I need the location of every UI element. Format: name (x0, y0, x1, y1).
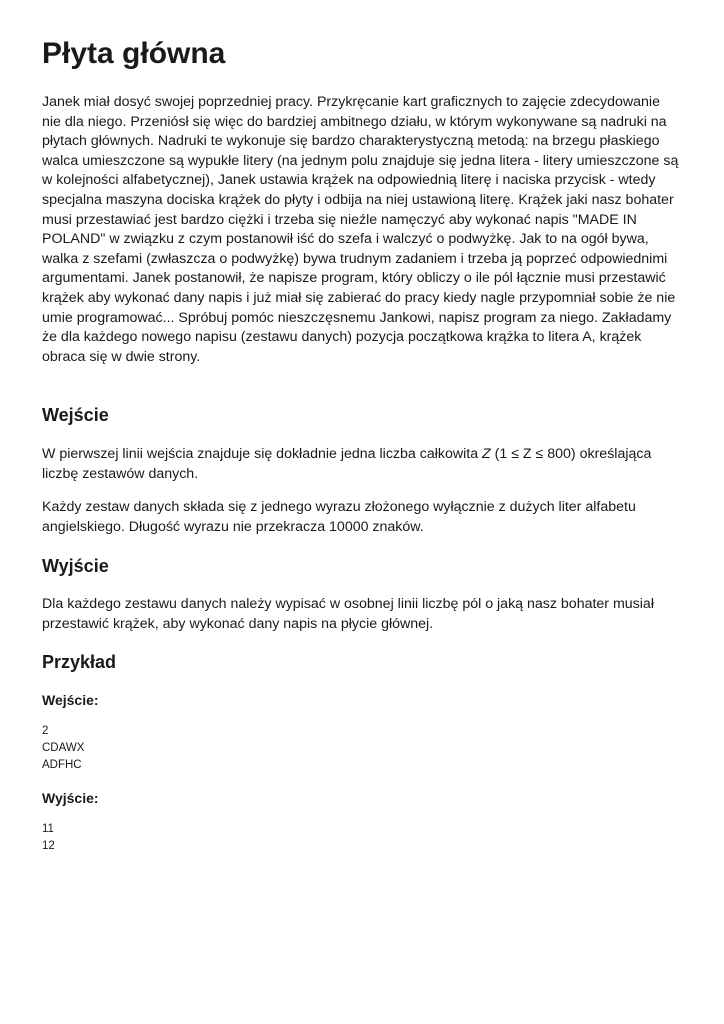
input-paragraph-2: Każdy zestaw danych składa się z jednego wyrazu złożonego wyłącznie z dużych liter alfabetu angielskiego. Długość wyrazu nie przekracza 10000 znaków. (42, 499, 636, 535)
example-output-block: 11 12 (42, 823, 55, 852)
example-input-label: Wejście: (42, 692, 99, 708)
input-text-before: W pierwszej linii wejścia znajduje się dokładnie jedna liczba całkowita (42, 446, 483, 462)
example-output-label: Wyjście: (42, 790, 99, 806)
input-variable: Z (482, 446, 491, 462)
input-text-after: (1 ≤ Z ≤ 800) określająca liczbę zestawów danych. (42, 446, 652, 482)
description-paragraph: Janek miał dosyć swojej poprzedniej pracy. Przykręcanie kart graficznych to zajęcie zdecydowanie nie dla niego. Przeniósł się więc do bardziej ambitnego działu, w którym wykonywane są nadruki na płytach głównych. Nadruki te wykonuje się bardzo charakterystyczną metodą: na brzegu płaskiego walca umieszczone są wypukłe litery (na jednym polu znajduje się jedna litera - litery umieszczone są w kolejności alfabetycznej), Janek ustawia krążek na odpowiednią literę i naciska przycisk - wtedy specjalna maszyna dociska krążek do płyty i odbija na niej ustawioną literę. Krążek jaki nasz bohater musi przestawiać jest bardzo ciężki i trzeba się nieźle namęczyć aby wykonać napis "MADE IN POLAND" w związku z czym postanowił iść do szefa i walczyć o podwyżkę. Jak to na ogół bywa, walka z szefami (zwłaszcza o podwyżkę) bywa trudnym zadaniem i trzeba ją poprzeć odpowiednimi argumentami. Janek postanowił, że napisze program, który obliczy o ile pól łącznie musi przestawić krążek aby wykonać dany napis i już miał się zabierać do pracy kiedy nagle przypomniał sobie że nie umie programować... Spróbuj pomóc nieszczęsnemu Jankowi, napisz program za niego. Zakładamy że dla każdego nowego napisu (zestawu danych) pozycja początkowa krążka to litera A, krążek obraca się w dwie strony. (42, 94, 679, 365)
page-title: Płyta główna (42, 37, 226, 70)
example-heading: Przykład (42, 652, 117, 672)
example-input-block: 2 CDAWX ADFHC (42, 725, 85, 771)
input-heading: Wejście (42, 405, 109, 425)
input-paragraph-1 (42, 445, 682, 484)
output-heading: Wyjście (42, 556, 109, 576)
output-paragraph: Dla każdego zestawu danych należy wypisać w osobnej linii liczbę pól o jaką nasz bohater musiał przestawić krążek, aby wykonać dany napis na płycie głównej. (42, 596, 654, 632)
